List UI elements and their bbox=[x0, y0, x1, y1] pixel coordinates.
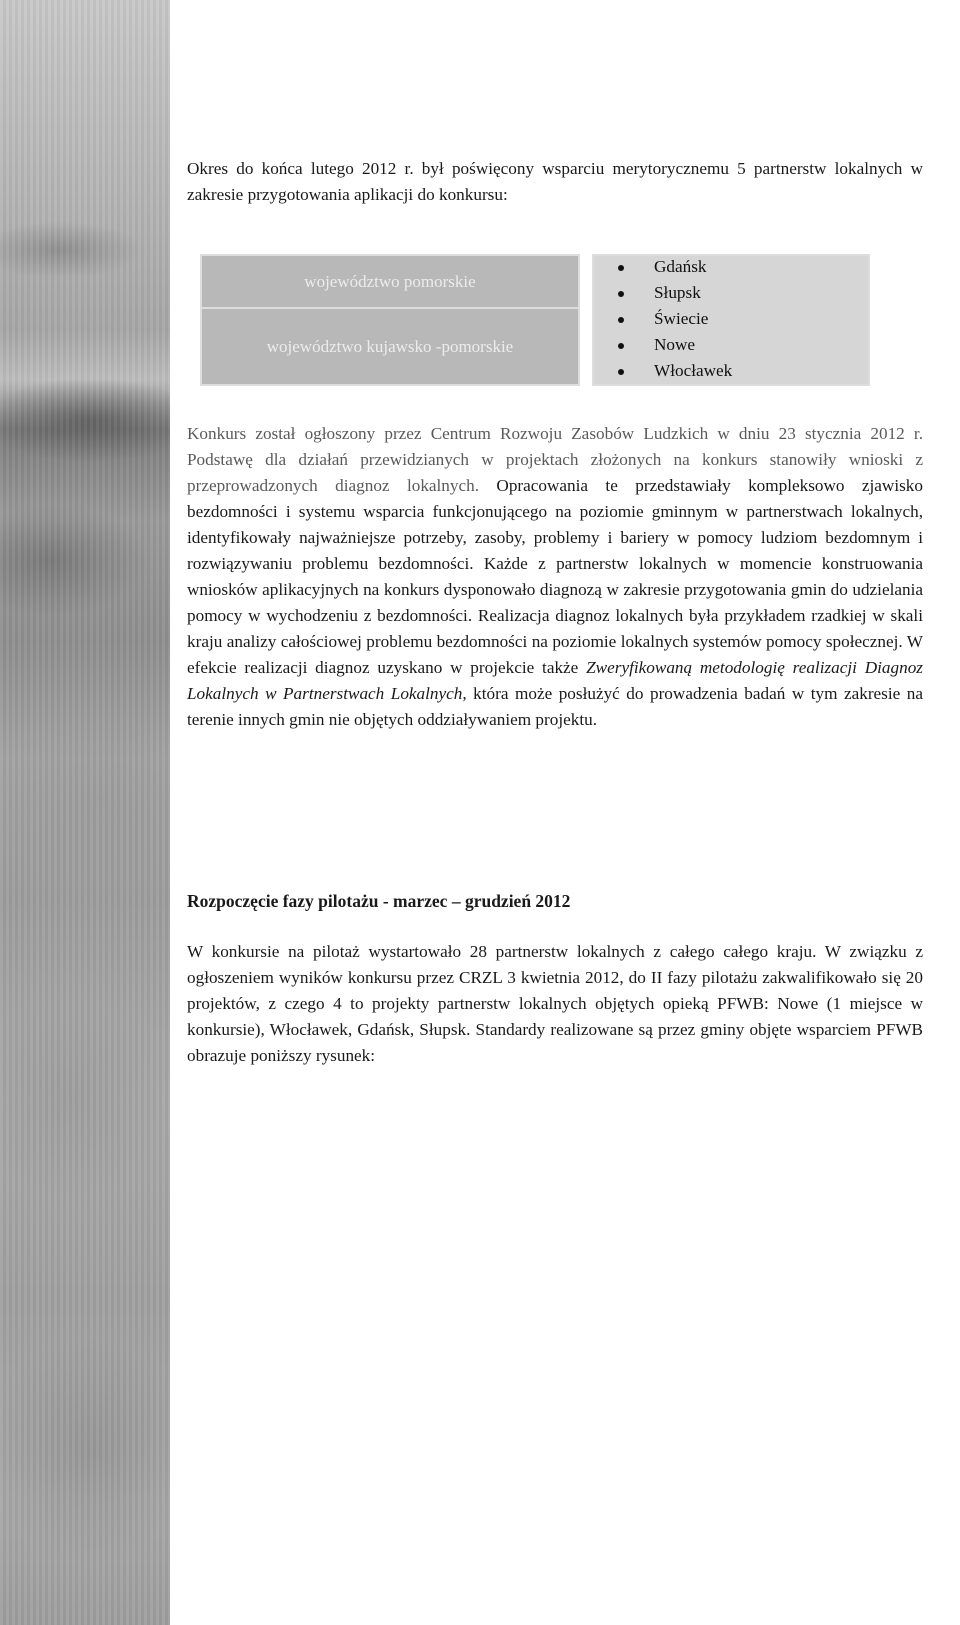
list-item bbox=[592, 254, 870, 280]
city-name: Gdańsk bbox=[654, 257, 707, 276]
city-name: Słupsk bbox=[654, 283, 701, 302]
city-name: Włocławek bbox=[654, 361, 733, 380]
city-name: Nowe bbox=[654, 335, 696, 354]
konkurs-paragraph bbox=[187, 421, 923, 733]
region-city-box bbox=[200, 254, 870, 386]
konkurs-text-part1: Konkurs został ogłoszony przez Centrum Rozwoju Zasobów Ludzkich w dniu 23 stycznia 2012 r. Podstawę dla działań przewidzianych w projektach złożonych na konkurs stanowiły wnioski z przeprowadzonych diagnoz lokalnych. bbox=[187, 424, 923, 495]
list-item bbox=[592, 332, 870, 358]
section-heading: Rozpoczęcie fazy pilotażu - marzec – grudzień 2012 bbox=[187, 891, 571, 911]
pilot-paragraph: W konkursie na pilotaż wystartowało 28 partnerstw lokalnych z całego całego kraju. W związku z ogłoszeniem wyników konkursu przez CRZL 3 kwietnia 2012, do II fazy pilotażu zakwalifikowało się 20 projektów, z czego 4 to projekty partnerstw lokalnych objętych opieką PFWB: Nowe (1 miejsce w konkursie), Włocławek, Gdańsk, Słupsk. Standardy realizowane są przez gminy objęte wsparciem PFWB obrazuje poniższy rysunek: bbox=[187, 942, 923, 1065]
bullet-icon bbox=[618, 343, 624, 349]
intro-paragraph: Okres do końca lutego 2012 r. był poświęcony wsparciu merytorycznemu 5 partnerstw lokalnych w zakresie przygotowania aplikacji do konkursu: bbox=[187, 159, 923, 204]
konkurs-text-italic: Zweryfikowaną metodologię realizacji Diagnoz Lokalnych w Partnerstwach Lokalnych, bbox=[187, 658, 923, 703]
konkurs-text-part3: która może posłużyć do prowadzenia badań w tym zakresie na terenie innych gmin nie objętych oddziaływaniem projektu. bbox=[187, 684, 923, 729]
regions-column bbox=[200, 254, 580, 386]
bullet-icon bbox=[618, 265, 624, 271]
cities-column bbox=[592, 254, 870, 386]
konkurs-text-part2: Opracowania te przedstawiały kompleksowo zjawisko bezdomności i systemu wsparcia funkcjonującego na poziomie gminnym w partnerstwach lokalnych, identyfikowały najważniejsze potrzeby, zasoby, problemy i bariery w pomocy ludziom bezdomnym i rozwiązywaniu problemu bezdomności. Każde z partnerstw lokalnych w momencie konstruowania wniosków aplikacyjnych na konkurs dysponowało diagnozą w zakresie przygotowania gmin do udzielania pomocy w wychodzeniu z bezdomności. Realizacja diagnoz lokalnych była przykładem rzadkiej w skali kraju analizy całościowej problemu bezdomności na poziomie lokalnych systemów pomocy społecznej. W efekcie realizacji diagnoz uzyskano w projekcie także bbox=[187, 476, 923, 677]
list-item bbox=[592, 306, 870, 332]
bullet-icon bbox=[618, 291, 624, 297]
bullet-icon bbox=[618, 317, 624, 323]
decorative-side-strip bbox=[0, 0, 170, 1625]
cities-list bbox=[592, 254, 870, 384]
list-item bbox=[592, 280, 870, 306]
region-kujawsko-pomorskie: województwo kujawsko -pomorskie bbox=[202, 309, 578, 384]
list-item bbox=[592, 358, 870, 384]
city-name: Świecie bbox=[654, 309, 709, 328]
bullet-icon bbox=[618, 369, 624, 375]
region-pomorskie: województwo pomorskie bbox=[202, 256, 578, 307]
